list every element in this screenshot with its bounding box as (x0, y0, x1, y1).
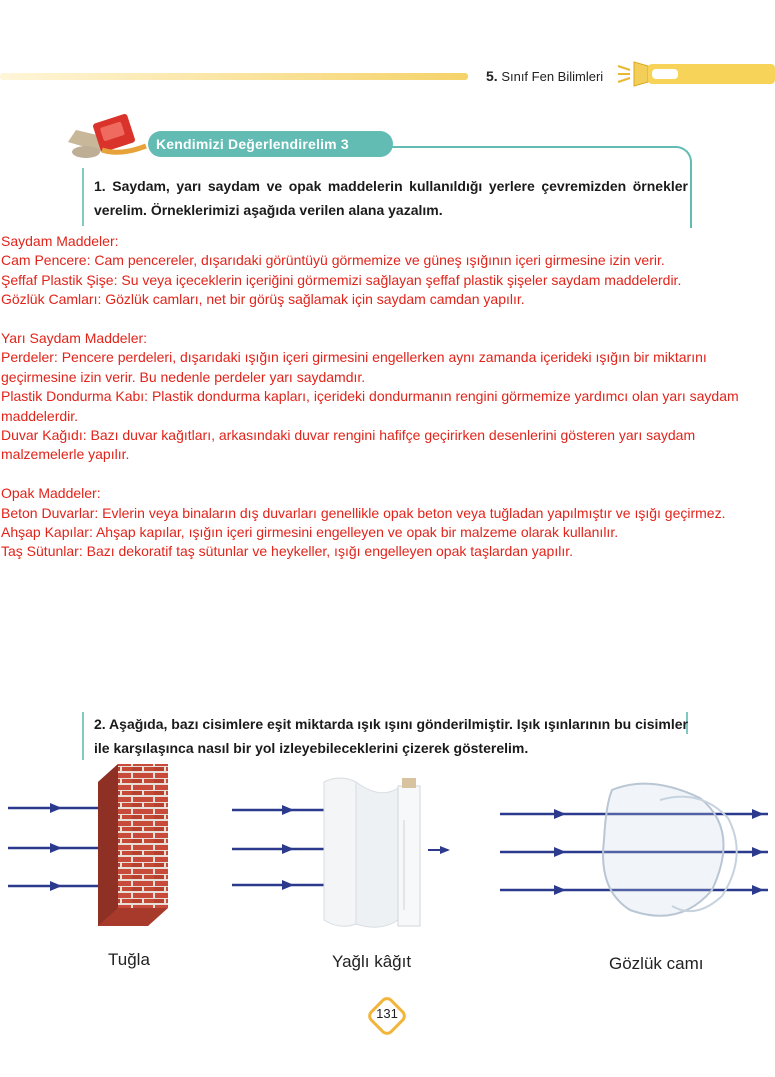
caption-paper: Yağlı kâğıt (332, 952, 412, 971)
translucent-heading: Yarı Saydam Maddeler: (1, 330, 148, 347)
question1-text: 1. Saydam, yarı saydam ve opak maddelerin kullanıldığı yerlere çevremizden örnekler verelim. Örneklerimizi aşağıda verilen alana yazalım. (94, 178, 688, 218)
grade-number: 5. (486, 68, 498, 84)
translucent-item: Plastik Dondurma Kabı: Plastik dondurma kapları, içerideki dondurmanın rengini görmemize yardımcı olan yarı saydam maddelerdir. (1, 388, 739, 424)
section-title: Kendimizi Değerlendirelim 3 (148, 131, 393, 157)
answer-area (1, 232, 773, 581)
flashlight-icon (616, 58, 775, 90)
question2-bar (82, 712, 84, 760)
subject-name: Sınıf Fen Bilimleri (501, 69, 604, 84)
caption-lens: Gözlük camı (609, 954, 704, 973)
header-title (486, 68, 603, 84)
transparent-item: Cam Pencere: Cam pencereler, dışarıdaki görüntüyü görmemize ve güneş ışığının içeri girmesine izin verir. (1, 252, 665, 269)
transparent-heading: Saydam Maddeler: (1, 233, 119, 249)
header-rule (0, 73, 468, 80)
transparent-item: Şeffaf Plastik Şişe: Su veya içeceklerin içeriğini görmemizi sağlayan şeffaf plastik şişeler saydam maddelerdir. (1, 271, 682, 288)
book-icon (62, 112, 162, 164)
opaque-item: Taş Sütunlar: Bazı dekoratif taş sütunlar ve heykeller, ışığı engelleyen opak taşlardan yapılır. (1, 543, 573, 560)
opaque-item: Ahşap Kapılar: Ahşap kapılar, ışığın içeri girmesini engelleyen ve opak bir malzeme olarak kullanılır. (1, 524, 619, 541)
transparent-item: Gözlük Camları: Gözlük camları, net bir görüş sağlamak için saydam camdan yapılır. (1, 291, 525, 308)
paper-roll-icon (324, 778, 420, 927)
opaque-block (1, 484, 773, 562)
brick-rays (8, 803, 98, 891)
translucent-item: Perdeler: Pencere perdeleri, dışarıdaki ışığın içeri girmesini engellerken aynı zamanda içerideki ışığın bir miktarını geçirmesine izin verir. Bu nedenle perdeler yarı saydamdır. (1, 349, 707, 385)
page-number: 131 (376, 1006, 398, 1021)
opaque-heading: Opak Maddeler: (1, 485, 101, 502)
question1-bar (82, 168, 84, 226)
eyeglass-lens-icon (603, 784, 737, 916)
question2-text: 2. Aşağıda, bazı cisimlere eşit miktarda ışık ışını gönderilmiştir. Işık ışınlarının bu cisimler ile karşılaşınca nasıl bir yol izleyebileceklerini çizerek gösterelim. (94, 716, 688, 756)
transparent-block (1, 232, 773, 310)
translucent-item: Duvar Kağıdı: Bazı duvar kağıtları, arkasındaki duvar rengini hafifçe geçirirken desenlerini gösteren yarı saydam malzemelerle yapılır. (1, 427, 696, 463)
opaque-item: Beton Duvarlar: Evlerin veya binaların dış duvarları genellikle opak beton veya tuğladan yapılmıştır ve ışığı geçirmez. (1, 504, 726, 521)
light-rays-figure (0, 760, 775, 935)
translucent-block (1, 329, 773, 465)
caption-brick: Tuğla (108, 950, 150, 969)
brick-wall-icon (98, 764, 168, 926)
